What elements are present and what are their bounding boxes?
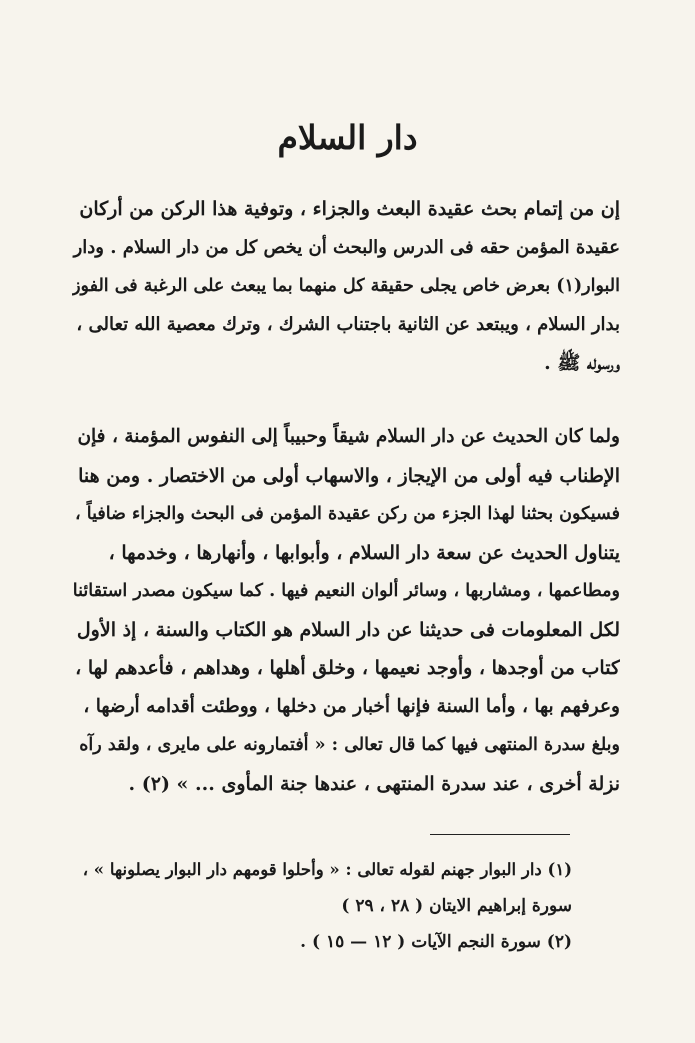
paragraph-2-line: يتناول الحديث عن سعة دار السلام ، وأبوابها ، وأنهارها ، وخدمها ، <box>108 541 620 564</box>
paragraph-2 <box>72 418 620 803</box>
paragraph-2-line: ومطاعمها ، ومشاربها ، وسائر ألوان النعيم فيها . كما سيكون مصدر استقائنا <box>72 581 620 601</box>
paragraph-1-line: البوار(١) بعرض خاص يجلى حقيقة كل منهما بما يبعث على الرغبة فى الفوز <box>72 276 620 296</box>
footnotes <box>72 852 572 960</box>
paragraph-1-line: عقيدة المؤمن حقه فى الدرس والبحث أن يخص كل من دار السلام . ودار <box>73 236 620 258</box>
footnote-line: (٢) سورة النجم الآيات ( ١٢ — ١٥ ) . <box>300 932 572 952</box>
paragraph-2-line: نزلة أخرى ، عند سدرة المنتهى ، عندها جنة المأوى ... » (٢) . <box>128 772 620 795</box>
paragraph-2-line: ولما كان الحديث عن دار السلام شيقاً وحبيباً إلى النفوس المؤمنة ، فإن <box>77 426 620 447</box>
paragraph-1-line: ورسوله ﷺ . <box>544 352 620 374</box>
footnote-divider <box>430 834 570 835</box>
paragraph-2-line: الإطناب فيه أولى من الإيجاز ، والاسهاب أولى من الاختصار . ومن هنا <box>78 464 620 487</box>
paragraph-2-line: لكل المعلومات فى حديثنا عن دار السلام هو الكتاب والسنة ، إذ الأول <box>76 618 620 641</box>
footnote-line: سورة إبراهيم الايتان ( ٢٨ ، ٢٩ ) <box>341 896 572 916</box>
paragraph-1-line: بدار السلام ، ويبتعد عن الثانية باجتناب الشرك ، وترك معصية الله تعالى ، <box>76 313 620 335</box>
paragraph-2-line: فسيكون بحثنا لهذا الجزء من ركن عقيدة المؤمن فى البحث والجزاء ضافياً ، <box>75 504 620 524</box>
paragraph-1-line: إن من إتمام بحث عقيدة البعث والجزاء ، وتوفية هذا الركن من أركان <box>79 198 620 220</box>
footnote-line: (١) دار البوار جهنم لقوله تعالى : « وأحلوا قومهم دار البوار يصلونها » ، <box>82 860 572 879</box>
paragraph-1 <box>72 190 620 383</box>
paragraph-2-line: وعرفهم بها ، وأما السنة فإنها أخبار من دخلها ، ووطئت أقدامه أرضها ، <box>83 695 620 717</box>
paragraph-2-line: كتاب من أوجدها ، وأوجد نعيمها ، وخلق أهلها ، وهداهم ، فأعدهم لها ، <box>75 657 620 679</box>
page-title: دار السلام <box>277 118 418 157</box>
paragraph-2-line: وبلغ سدرة المنتهى فيها كما قال تعالى : « أفتمارونه على مايرى ، ولقد رآه <box>79 735 620 755</box>
